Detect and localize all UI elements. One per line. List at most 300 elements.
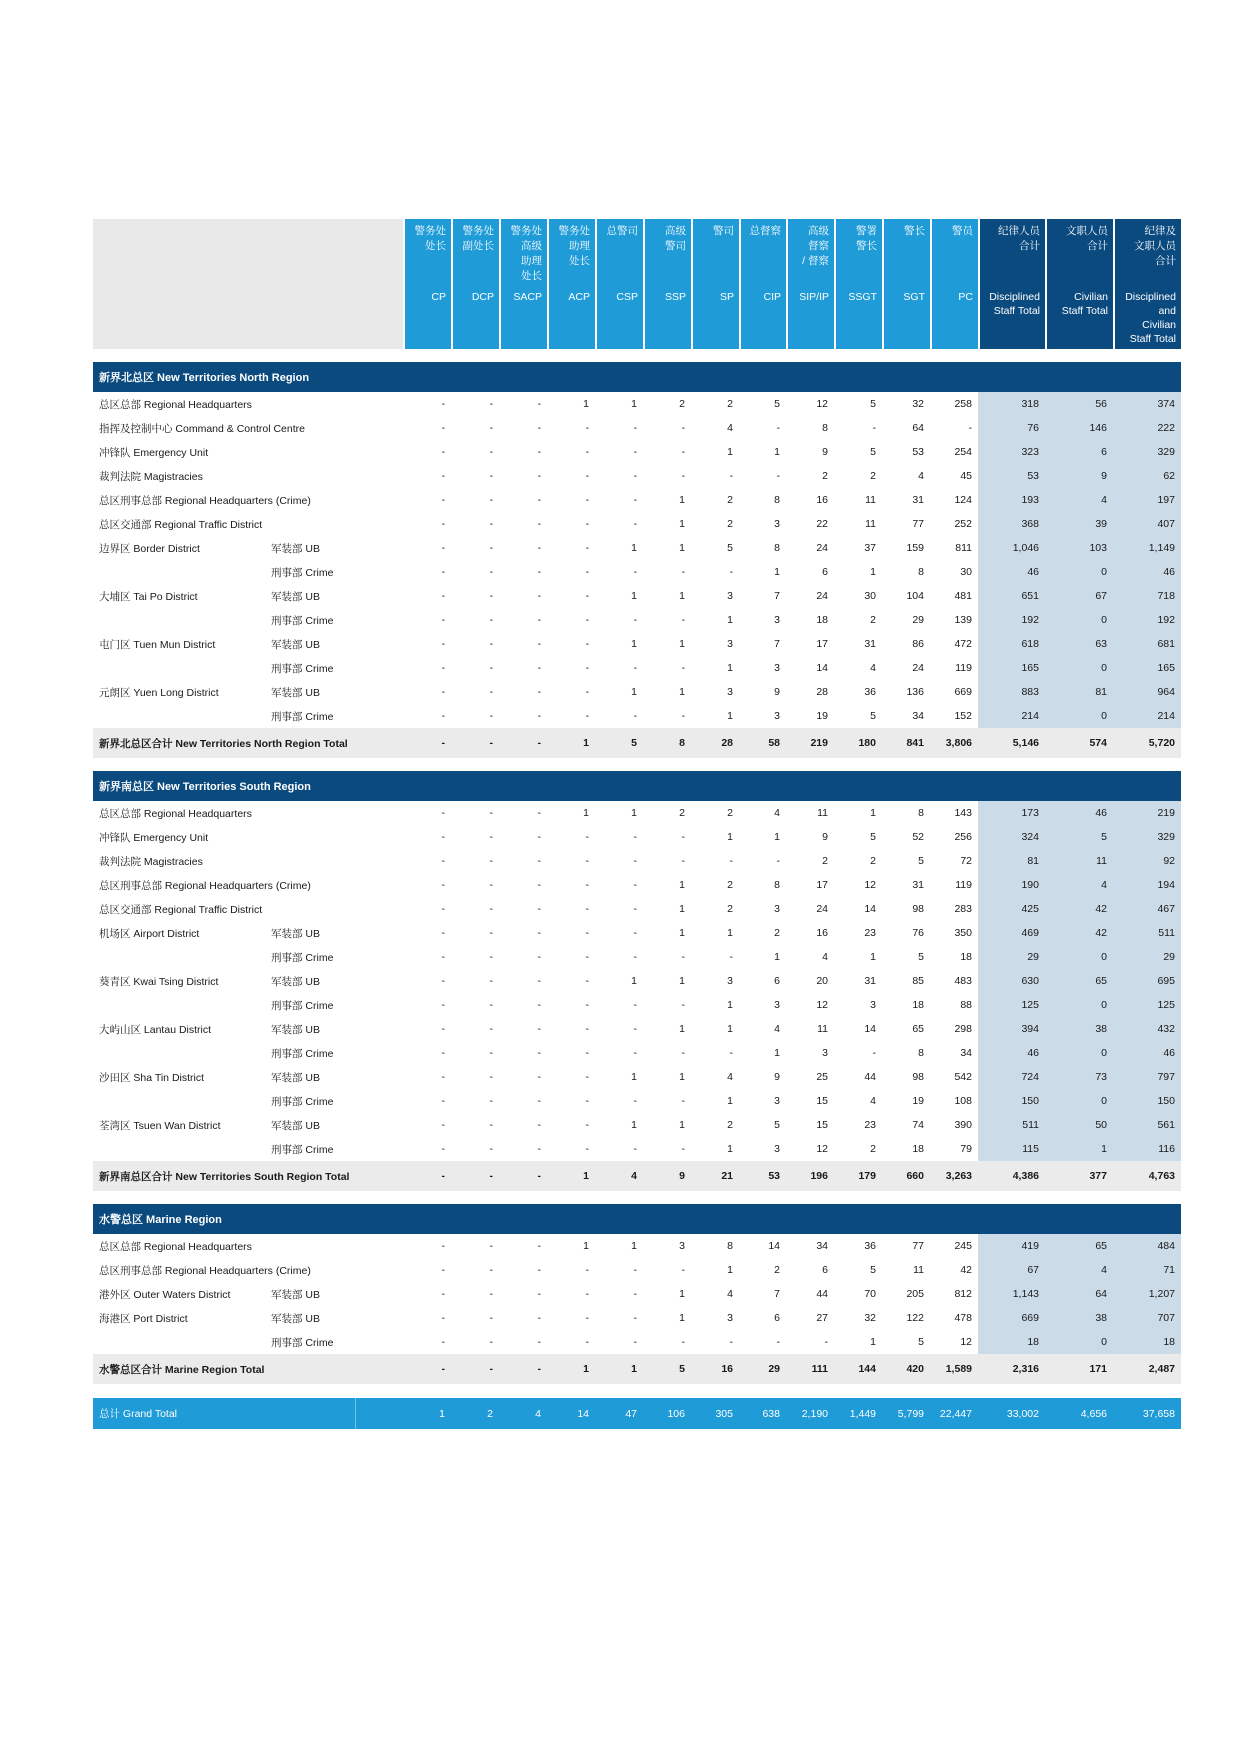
cell-value: 660 [882, 1161, 930, 1191]
cell-value: - [776, 470, 780, 482]
cell-value: 1 [774, 951, 780, 963]
cell-value: 32 [864, 1312, 876, 1324]
cell-value: 122 [906, 1312, 924, 1324]
unit-name [93, 1330, 271, 1354]
cell-value: 9 [1045, 464, 1113, 488]
cell-value: - [537, 518, 541, 530]
cell-value: 52 [912, 831, 924, 843]
cell-value: - [681, 1336, 685, 1348]
unit-subdivision: 刑事部 Crime [271, 999, 334, 1012]
region-title: 新界南总区 New Territories South Region [93, 771, 1181, 801]
column-header [499, 219, 547, 349]
cell-value: 0 [1045, 993, 1113, 1017]
cell-value: 5 [727, 542, 733, 554]
cell-value: 11 [865, 494, 876, 506]
cell-value: - [403, 1161, 451, 1191]
cell-value: 18 [816, 614, 828, 626]
unit-name: 总区交通部 Regional Traffic District [99, 903, 263, 916]
cell-value: 116 [1113, 1137, 1181, 1161]
cell-value: - [489, 1312, 493, 1324]
unit-subdivision [271, 801, 356, 825]
cell-value: 24 [912, 662, 924, 674]
cell-value: 65 [1045, 969, 1113, 993]
cell-value: - [681, 831, 685, 843]
cell-value: 81 [1045, 680, 1113, 704]
cell-value: 9 [774, 1071, 780, 1083]
cell-value: 81 [978, 849, 1045, 873]
cell-value: - [489, 590, 493, 602]
cell-value: 136 [906, 686, 924, 698]
gap-cell [356, 416, 403, 440]
table-row [93, 1017, 1181, 1041]
cell-value: 1 [679, 879, 685, 891]
cell-value: - [633, 855, 637, 867]
gap-cell [356, 1330, 403, 1354]
cell-value: 33,002 [978, 1398, 1045, 1429]
cell-value: - [585, 566, 589, 578]
cell-value: 1 [403, 1398, 451, 1429]
cell-value: 34 [816, 1240, 828, 1252]
region-total-row [93, 1354, 1181, 1384]
cell-value: 73 [1045, 1065, 1113, 1089]
cell-value: - [633, 1336, 637, 1348]
spacer-cell [93, 1384, 1181, 1398]
cell-value: 106 [643, 1398, 691, 1429]
cell-value: 8 [643, 728, 691, 758]
cell-value: - [872, 1047, 876, 1059]
cell-value: - [489, 494, 493, 506]
cell-value: 53 [912, 446, 924, 458]
cell-value: 484 [1113, 1234, 1181, 1258]
cell-value: - [633, 518, 637, 530]
cell-value: 29 [912, 614, 924, 626]
unit-subdivision [271, 464, 356, 488]
cell-value: - [489, 446, 493, 458]
cell-value: 695 [1113, 969, 1181, 993]
cell-value: - [489, 1071, 493, 1083]
cell-value: 197 [1113, 488, 1181, 512]
unit-name: 总区刑事总部 Regional Headquarters (Crime) [99, 879, 311, 892]
cell-value: 31 [912, 879, 924, 891]
table-row [93, 897, 1181, 921]
cell-value: 1 [631, 1240, 637, 1252]
cell-value: 34 [960, 1047, 972, 1059]
cell-value: 1 [631, 686, 637, 698]
cell-value: - [633, 662, 637, 674]
cell-value: 125 [978, 993, 1045, 1017]
cell-value: - [441, 494, 445, 506]
cell-value: 3,806 [930, 728, 978, 758]
cell-value: 219 [1113, 801, 1181, 825]
cell-value: 11 [913, 1264, 924, 1276]
column-header [930, 219, 978, 349]
cell-value: 4,656 [1045, 1398, 1113, 1429]
cell-value: 318 [978, 392, 1045, 416]
cell-value: 394 [978, 1017, 1045, 1041]
unit-subdivision: 军装部 UB [271, 927, 321, 940]
cell-value: 724 [978, 1065, 1045, 1089]
gap-cell [356, 392, 403, 416]
column-header-en: CIP [763, 291, 781, 303]
cell-value: 12 [816, 999, 828, 1011]
cell-value: 3 [727, 1312, 733, 1324]
table-row [93, 1089, 1181, 1113]
cell-value: 3 [727, 590, 733, 602]
cell-value: 1 [583, 398, 589, 410]
cell-value: - [585, 518, 589, 530]
table-row [93, 560, 1181, 584]
cell-value: 841 [882, 728, 930, 758]
column-header-en: SGT [903, 291, 925, 303]
cell-value: - [537, 1240, 541, 1252]
cell-value: 407 [1113, 512, 1181, 536]
unit-subdivision: 军装部 UB [271, 590, 321, 603]
cell-value: - [537, 1143, 541, 1155]
unit-name: 冲锋队 Emergency Unit [99, 831, 209, 844]
cell-value: 5 [1045, 825, 1113, 849]
cell-value: - [633, 903, 637, 915]
cell-value: - [441, 1023, 445, 1035]
cell-value: 65 [912, 1023, 924, 1035]
gap-cell [356, 464, 403, 488]
cell-value: 1 [631, 638, 637, 650]
gap-cell [356, 1089, 403, 1113]
cell-value: 8 [822, 422, 828, 434]
cell-value: - [585, 542, 589, 554]
cell-value: 15 [816, 1095, 828, 1107]
cell-value: 71 [1113, 1258, 1181, 1282]
cell-value: - [489, 518, 493, 530]
cell-value: 28 [691, 728, 739, 758]
cell-value: 4 [499, 1398, 547, 1429]
cell-value: 42 [1045, 921, 1113, 945]
gap-cell [356, 921, 403, 945]
cell-value: - [633, 566, 637, 578]
cell-value: - [441, 662, 445, 674]
header-blank-cell [93, 219, 403, 349]
region-header-row [93, 362, 1181, 392]
cell-value: 1 [631, 590, 637, 602]
cell-value: - [537, 927, 541, 939]
cell-value: 1 [631, 1071, 637, 1083]
cell-value: 1 [727, 927, 733, 939]
cell-value: 14 [768, 1240, 780, 1252]
cell-value: 323 [978, 440, 1045, 464]
cell-value: - [537, 855, 541, 867]
cell-value: 1 [679, 494, 685, 506]
cell-value: 1,143 [978, 1282, 1045, 1306]
cell-value: - [489, 807, 493, 819]
cell-value: - [872, 422, 876, 434]
table-row [93, 440, 1181, 464]
cell-value: - [441, 614, 445, 626]
cell-value: - [537, 831, 541, 843]
cell-value: 1,589 [930, 1354, 978, 1384]
cell-value: - [537, 951, 541, 963]
cell-value: 11 [817, 1023, 828, 1035]
cell-value: - [585, 1119, 589, 1131]
cell-value: 4 [1045, 488, 1113, 512]
cell-value: - [441, 807, 445, 819]
cell-value: 46 [1113, 1041, 1181, 1065]
cell-value: 27 [816, 1312, 828, 1324]
cell-value: 368 [978, 512, 1045, 536]
cell-value: 24 [816, 903, 828, 915]
cell-value: 5 [774, 398, 780, 410]
cell-value: - [537, 1047, 541, 1059]
cell-value: 1 [870, 1336, 876, 1348]
cell-value: 618 [978, 632, 1045, 656]
cell-value: - [633, 927, 637, 939]
cell-value: 150 [1113, 1089, 1181, 1113]
cell-value: - [633, 1095, 637, 1107]
unit-subdivision: 军装部 UB [271, 638, 321, 651]
cell-value: 3 [774, 1095, 780, 1107]
table-row [93, 1113, 1181, 1137]
cell-value: - [441, 1240, 445, 1252]
cell-value: 20 [816, 975, 828, 987]
cell-value: 45 [960, 470, 972, 482]
unit-name: 冲锋队 Emergency Unit [99, 446, 209, 459]
cell-value: 29 [739, 1354, 786, 1384]
cell-value: 31 [864, 975, 876, 987]
cell-value: 3 [774, 662, 780, 674]
unit-name: 总区总部 Regional Headquarters [99, 807, 252, 820]
unit-name: 裁判法院 Magistracies [99, 470, 203, 483]
cell-value: - [441, 1312, 445, 1324]
cell-value: 64 [912, 422, 924, 434]
cell-value: 143 [954, 807, 972, 819]
cell-value: 472 [954, 638, 972, 650]
cell-value: - [633, 1023, 637, 1035]
cell-value: 964 [1113, 680, 1181, 704]
cell-value: 420 [882, 1354, 930, 1384]
cell-value: - [489, 566, 493, 578]
cell-value: 1,207 [1113, 1282, 1181, 1306]
cell-value: 205 [906, 1288, 924, 1300]
gap-cell [356, 945, 403, 969]
cell-value: 5 [918, 951, 924, 963]
cell-value: - [489, 1336, 493, 1348]
cell-value: 119 [955, 879, 972, 891]
cell-value: - [537, 542, 541, 554]
cell-value: - [489, 855, 493, 867]
table-row [93, 512, 1181, 536]
cell-value: - [585, 1047, 589, 1059]
cell-value: 6 [822, 1264, 828, 1276]
column-header [1045, 219, 1113, 349]
cell-value: 2 [870, 470, 876, 482]
column-header-en: SP [719, 291, 734, 303]
cell-value: 159 [906, 542, 924, 554]
cell-value: 511 [978, 1113, 1045, 1137]
cell-value: - [633, 470, 637, 482]
cell-value: - [681, 999, 685, 1011]
cell-value: 16 [691, 1354, 739, 1384]
column-header-en: DCP [471, 291, 494, 303]
cell-value: - [441, 951, 445, 963]
cell-value: - [633, 446, 637, 458]
gap-cell [356, 1017, 403, 1041]
cell-value: 2,190 [786, 1398, 834, 1429]
gap-cell [356, 849, 403, 873]
column-header [1113, 219, 1181, 349]
cell-value: - [537, 1023, 541, 1035]
cell-value: - [729, 951, 733, 963]
cell-value: 5 [918, 855, 924, 867]
unit-name: 元朗区 Yuen Long District [99, 686, 219, 699]
cell-value: 377 [1045, 1161, 1113, 1191]
cell-value: 483 [954, 975, 972, 987]
gap-cell [356, 993, 403, 1017]
cell-value: - [585, 470, 589, 482]
cell-value: 38 [1045, 1017, 1113, 1041]
unit-name: 边界区 Border District [99, 542, 200, 555]
cell-value: 511 [1113, 921, 1181, 945]
column-header-zh: 警务处 助理 处长 [558, 225, 590, 267]
cell-value: 47 [595, 1398, 643, 1429]
cell-value: 3,263 [930, 1161, 978, 1191]
cell-value: 811 [955, 542, 972, 554]
cell-value: 14 [547, 1398, 595, 1429]
cell-value: 0 [1045, 656, 1113, 680]
cell-value: 1 [870, 807, 876, 819]
region-total-label: 水警总区合计 Marine Region Total [93, 1354, 403, 1384]
cell-value: 1 [679, 1023, 685, 1035]
cell-value: 432 [1113, 1017, 1181, 1041]
cell-value: 72 [960, 855, 972, 867]
cell-value: 65 [1045, 1234, 1113, 1258]
cell-value: 192 [1113, 608, 1181, 632]
column-header-zh: 高级 警司 [665, 225, 686, 252]
cell-value: 1 [547, 1161, 595, 1191]
column-header [451, 219, 499, 349]
cell-value: 9 [643, 1161, 691, 1191]
establishment-table [93, 219, 1181, 1429]
cell-value: 638 [739, 1398, 786, 1429]
cell-value: 3 [727, 638, 733, 650]
unit-subdivision: 军装部 UB [271, 1119, 321, 1132]
cell-value: 2 [727, 518, 733, 530]
cell-value: 30 [864, 590, 876, 602]
cell-value: 2 [774, 927, 780, 939]
cell-value: - [585, 446, 589, 458]
cell-value: - [441, 831, 445, 843]
cell-value: 3 [727, 975, 733, 987]
cell-value: - [489, 638, 493, 650]
table-row [93, 969, 1181, 993]
cell-value: 29 [978, 945, 1045, 969]
grand-total-row [93, 1398, 1181, 1429]
cell-value: 1 [774, 446, 780, 458]
cell-value: 79 [960, 1143, 972, 1155]
unit-subdivision: 刑事部 Crime [271, 662, 334, 675]
table-row [93, 993, 1181, 1017]
cell-value: - [633, 999, 637, 1011]
table-row [93, 1137, 1181, 1161]
unit-subdivision: 刑事部 Crime [271, 566, 334, 579]
cell-value: 11 [1045, 849, 1113, 873]
cell-value: 3 [870, 999, 876, 1011]
unit-name: 总区总部 Regional Headquarters [99, 1240, 252, 1253]
cell-value: 28 [816, 686, 828, 698]
spacer-row [93, 349, 1181, 362]
cell-value: 5,720 [1113, 728, 1181, 758]
cell-value: 193 [978, 488, 1045, 512]
cell-value: 1 [727, 662, 733, 674]
column-header-zh: 总督察 [749, 225, 781, 237]
cell-value: 46 [978, 560, 1045, 584]
cell-value: 4 [870, 1095, 876, 1107]
cell-value: 1 [679, 638, 685, 650]
cell-value: 1 [595, 1354, 643, 1384]
unit-subdivision: 军装部 UB [271, 542, 321, 555]
unit-subdivision [271, 392, 356, 416]
cell-value: - [633, 422, 637, 434]
gap-cell [356, 897, 403, 921]
column-header [834, 219, 882, 349]
cell-value: 1 [583, 1240, 589, 1252]
cell-value: 542 [954, 1071, 972, 1083]
gap-cell [356, 969, 403, 993]
cell-value: 17 [816, 638, 828, 650]
cell-value: 2 [822, 855, 828, 867]
cell-value: 192 [978, 608, 1045, 632]
cell-value: - [585, 494, 589, 506]
column-header-en: ACP [568, 291, 590, 303]
cell-value: 1 [679, 518, 685, 530]
cell-value: 1 [727, 446, 733, 458]
cell-value: 12 [960, 1336, 972, 1348]
cell-value: 1 [631, 542, 637, 554]
unit-subdivision [271, 512, 356, 536]
cell-value: 324 [978, 825, 1045, 849]
column-header [786, 219, 834, 349]
cell-value: - [585, 1023, 589, 1035]
cell-value: 2,487 [1113, 1354, 1181, 1384]
column-header-zh: 纪律及 文职人员 合计 [1134, 225, 1176, 267]
cell-value: - [489, 686, 493, 698]
cell-value: 258 [954, 398, 972, 410]
cell-value: 7 [774, 590, 780, 602]
table-row [93, 416, 1181, 440]
cell-value: - [537, 662, 541, 674]
cell-value: 25 [816, 1071, 828, 1083]
cell-value: 12 [816, 398, 828, 410]
cell-value: 2 [727, 807, 733, 819]
cell-value: 1 [679, 1288, 685, 1300]
unit-subdivision: 军装部 UB [271, 686, 321, 699]
column-header [739, 219, 786, 349]
gap-cell [356, 825, 403, 849]
gap-cell [356, 1041, 403, 1065]
cell-value: 63 [1045, 632, 1113, 656]
cell-value: 18 [960, 951, 972, 963]
cell-value: 67 [978, 1258, 1045, 1282]
column-header-zh: 高级 督察 / 督察 [802, 225, 829, 267]
cell-value: 146 [1045, 416, 1113, 440]
cell-value: 9 [822, 831, 828, 843]
cell-value: 390 [954, 1119, 972, 1131]
unit-name: 大屿山区 Lantau District [99, 1023, 212, 1036]
cell-value: - [537, 446, 541, 458]
cell-value: - [489, 470, 493, 482]
table-row [93, 1306, 1181, 1330]
unit-name: 葵青区 Kwai Tsing District [99, 975, 219, 988]
cell-value: 173 [978, 801, 1045, 825]
cell-value: - [489, 710, 493, 722]
cell-value: 19 [912, 1095, 924, 1107]
